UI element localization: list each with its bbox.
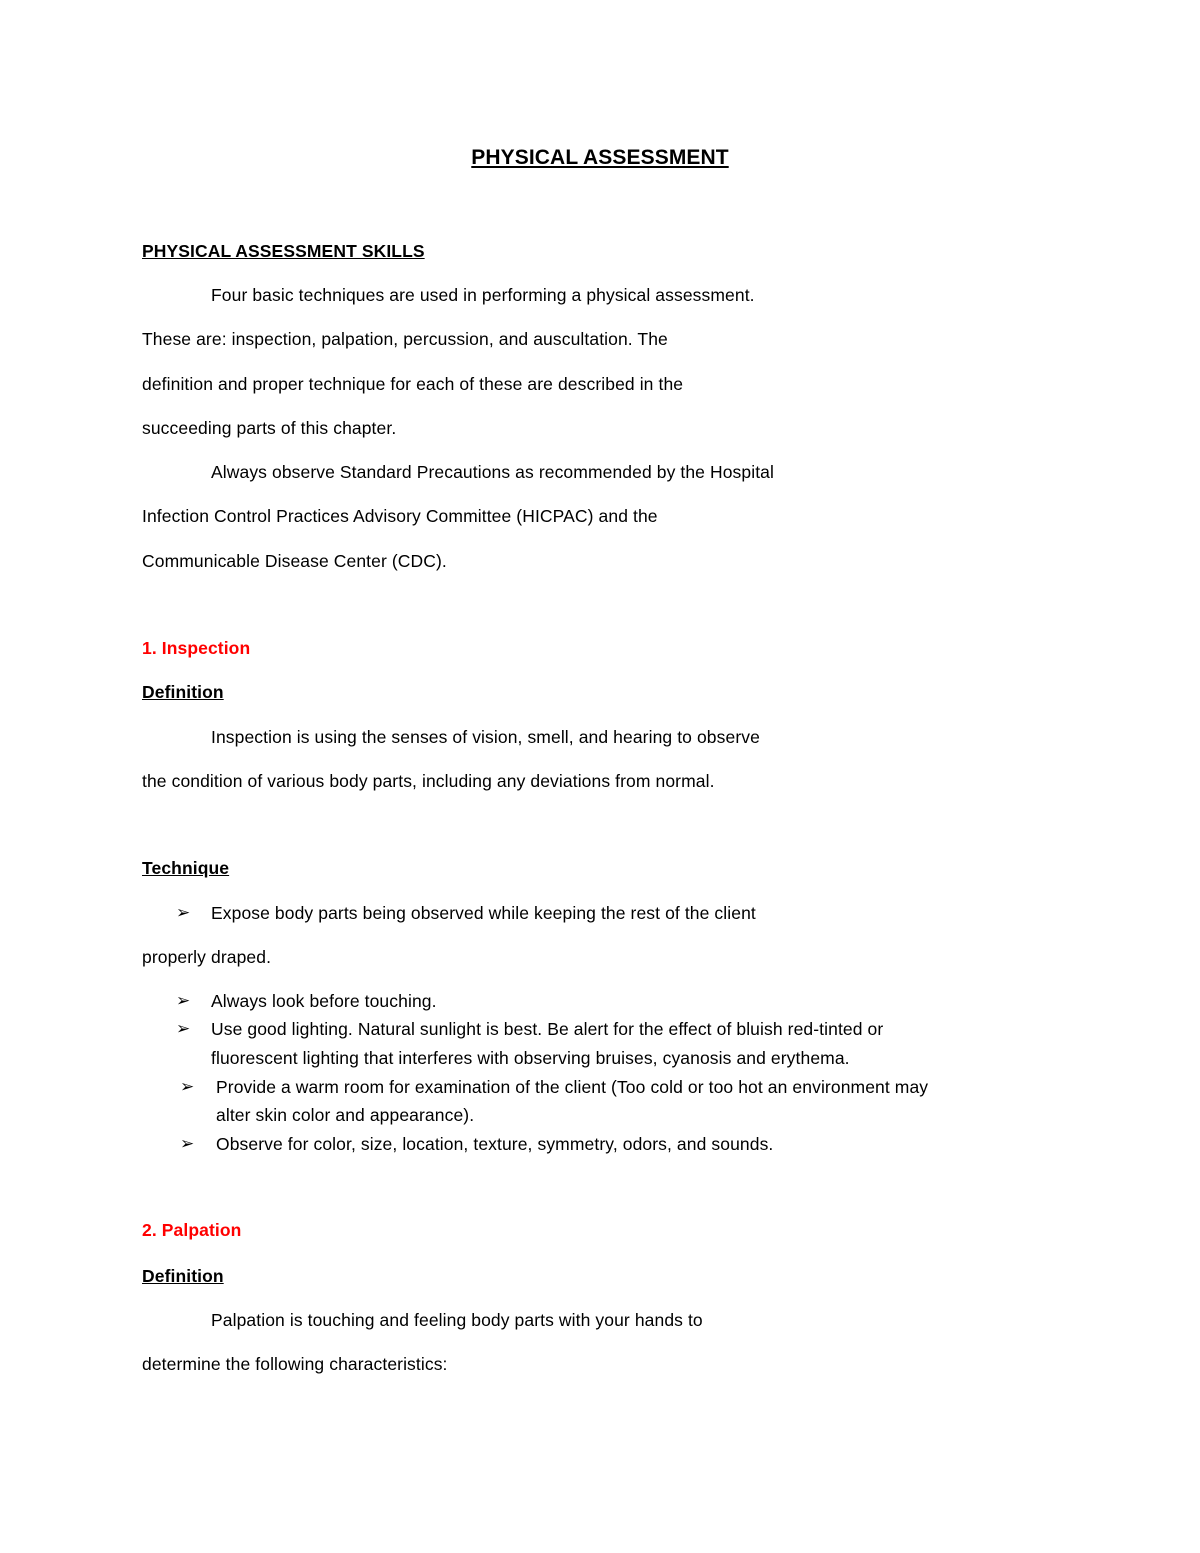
- arrow-bullet-icon: ➢: [180, 1134, 195, 1153]
- precaution-line: Communicable Disease Center (CDC).: [142, 551, 447, 571]
- technique-line: Provide a warm room for examination of the client (Too cold or too hot an environment may: [216, 1077, 929, 1097]
- arrow-bullet-icon: ➢: [180, 1077, 195, 1096]
- intro-line: These are: inspection, palpation, percussion, and auscultation. The: [142, 329, 668, 349]
- inspection-definition-line: Inspection is using the senses of vision, smell, and hearing to observe: [211, 727, 760, 747]
- intro-line: succeeding parts of this chapter.: [142, 418, 397, 438]
- inspection-heading: 1. Inspection: [142, 638, 251, 658]
- document-title: PHYSICAL ASSESSMENT: [471, 146, 729, 169]
- inspection-definition-heading: Definition: [142, 682, 224, 702]
- technique-line: Always look before touching.: [211, 991, 437, 1011]
- inspection-technique-heading: Technique: [142, 858, 230, 878]
- inspection-definition-line: the condition of various body parts, including any deviations from normal.: [142, 771, 715, 791]
- skills-heading: PHYSICAL ASSESSMENT SKILLS: [142, 241, 425, 261]
- technique-line: fluorescent lighting that interferes with observing bruises, cyanosis and erythema.: [211, 1048, 850, 1068]
- arrow-bullet-icon: ➢: [176, 1019, 191, 1038]
- technique-line: Expose body parts being observed while keeping the rest of the client: [211, 903, 756, 923]
- intro-line: definition and proper technique for each of these are described in the: [142, 374, 684, 394]
- intro-line: Four basic techniques are used in performing a physical assessment.: [211, 285, 755, 305]
- technique-line: Observe for color, size, location, texture, symmetry, odors, and sounds.: [216, 1134, 774, 1154]
- palpation-definition-line: Palpation is touching and feeling body parts with your hands to: [211, 1310, 703, 1330]
- palpation-heading: 2. Palpation: [142, 1220, 242, 1240]
- arrow-bullet-icon: ➢: [176, 903, 191, 922]
- palpation-definition-line: determine the following characteristics:: [142, 1354, 448, 1374]
- technique-line: properly draped.: [142, 947, 272, 967]
- arrow-bullet-icon: ➢: [176, 991, 191, 1010]
- precaution-line: Infection Control Practices Advisory Committee (HICPAC) and the: [142, 506, 658, 526]
- technique-line: Use good lighting. Natural sunlight is best. Be alert for the effect of bluish red-tinted or: [211, 1019, 884, 1039]
- palpation-definition-heading: Definition: [142, 1266, 224, 1286]
- technique-line: alter skin color and appearance).: [216, 1105, 475, 1125]
- precaution-line: Always observe Standard Precautions as recommended by the Hospital: [211, 462, 775, 482]
